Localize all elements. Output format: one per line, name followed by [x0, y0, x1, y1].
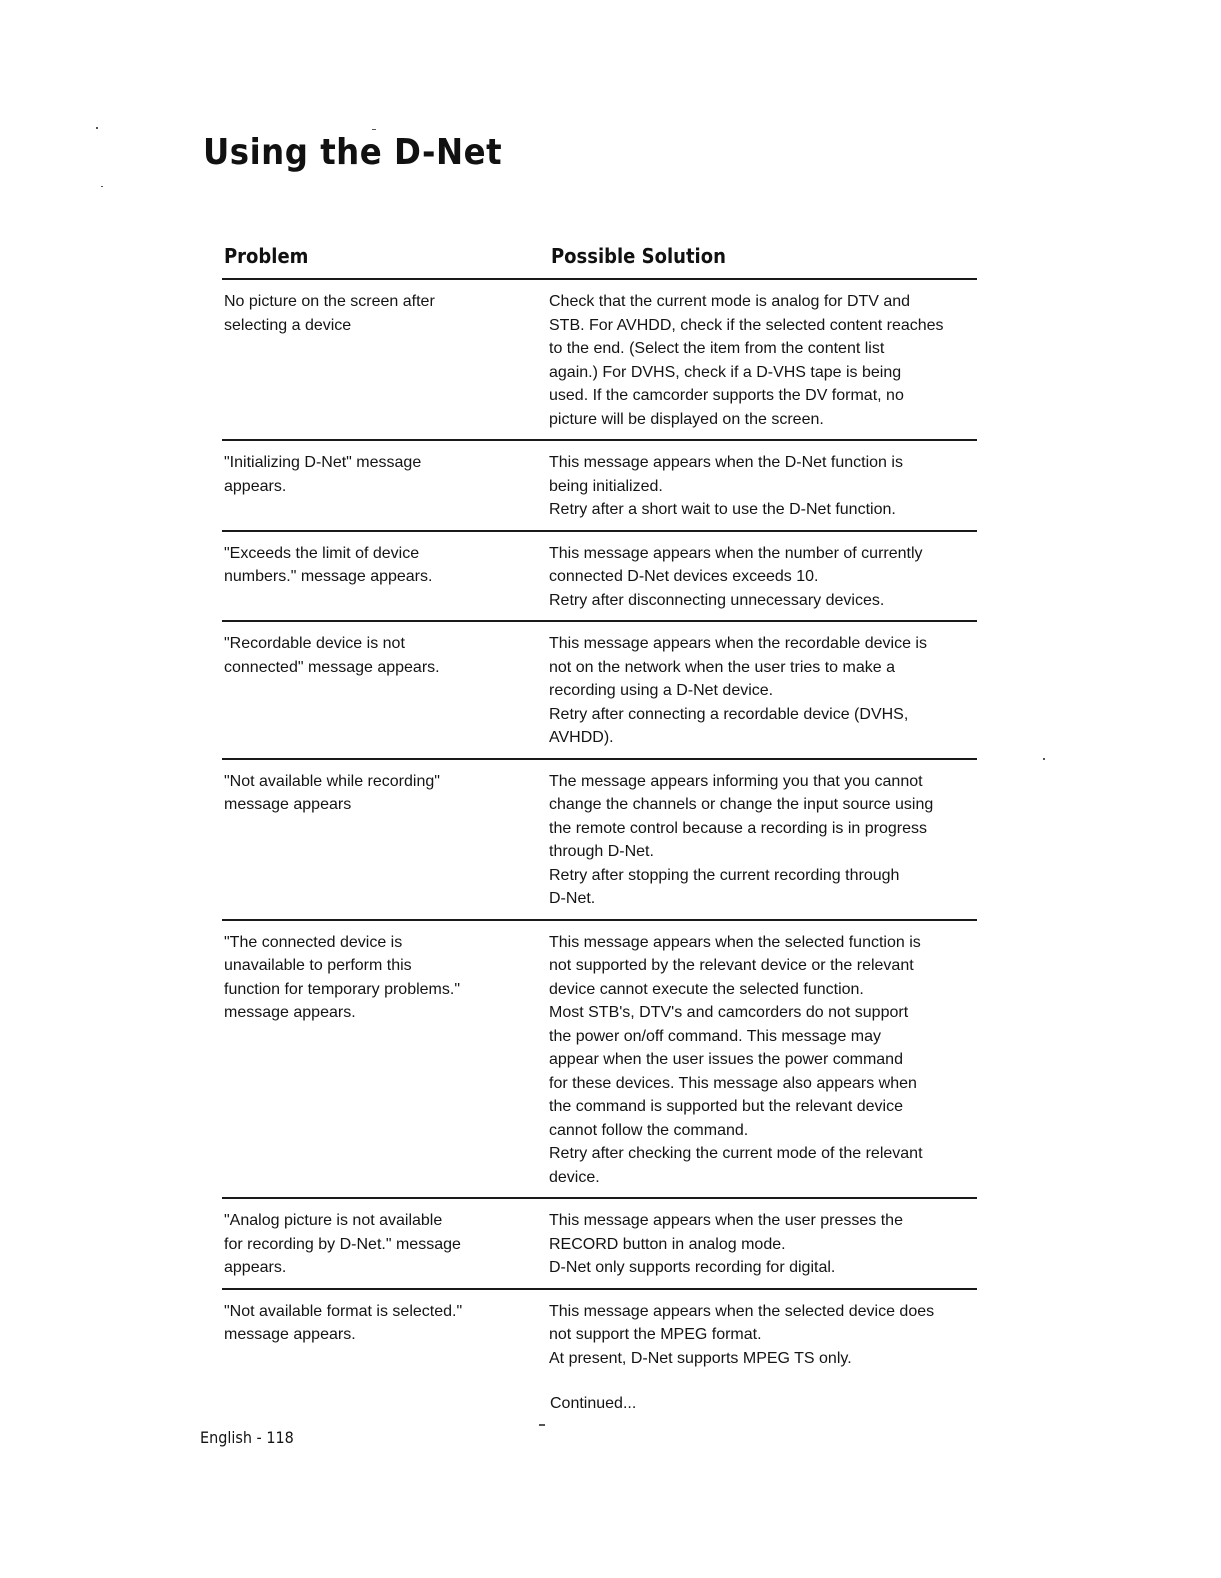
- problem-line: "Initializing D-Net" message: [224, 454, 422, 471]
- table-row: [222, 278, 977, 439]
- solution-cell: [549, 770, 977, 911]
- problem-cell: [222, 770, 549, 911]
- continued-note: Continued...: [550, 1395, 637, 1412]
- solution-line: D-Net only supports recording for digital.: [549, 1259, 836, 1276]
- problem-line: "The connected device is: [224, 933, 403, 951]
- problem-line: connected" message appears.: [224, 658, 440, 676]
- table-row: [222, 758, 977, 919]
- solution-line: D-Net.: [549, 890, 596, 907]
- column-header-problem: Problem: [224, 244, 309, 268]
- solution-cell: [549, 632, 977, 750]
- problem-line: function for temporary problems.": [224, 980, 460, 998]
- scan-speck: [539, 1424, 545, 1426]
- problem-line: "Exceeds the limit of device: [224, 544, 420, 562]
- solution-line: The message appears informing you that you cannot: [549, 772, 923, 790]
- solution-line: Retry after a short wait to use the D-Net function.: [549, 501, 896, 518]
- solution-line: Retry after stopping the current recording through: [549, 866, 900, 884]
- solution-line: This message appears when the D-Net function is: [549, 454, 903, 471]
- solution-line: again.) For DVHS, check if a D-VHS tape is being: [549, 363, 902, 381]
- problem-line: No picture on the screen after: [224, 293, 435, 310]
- solution-line: the power on/off command. This message may: [549, 1027, 882, 1045]
- problem-line: "Recordable device is not: [224, 635, 405, 652]
- solution-line: At present, D-Net supports MPEG TS only.: [549, 1349, 852, 1367]
- column-header-solution: Possible Solution: [551, 244, 726, 268]
- solution-line: This message appears when the selected device does: [549, 1302, 935, 1320]
- problem-cell: [222, 542, 549, 613]
- problem-line: numbers." message appears.: [224, 568, 433, 585]
- solution-line: the remote control because a recording is in progress: [549, 819, 927, 837]
- scan-speck: [1043, 758, 1045, 760]
- solution-cell: [549, 451, 977, 522]
- solution-line: connected D-Net devices exceeds 10.: [549, 568, 819, 585]
- table-row: [222, 1288, 977, 1379]
- solution-line: AVHDD).: [549, 729, 614, 746]
- problem-line: appears.: [224, 477, 287, 495]
- problem-line: for recording by D-Net." message: [224, 1235, 461, 1253]
- solution-line: Retry after connecting a recordable device (DVHS,: [549, 705, 909, 723]
- problem-line: appears.: [224, 1259, 287, 1276]
- solution-cell: [549, 931, 977, 1190]
- solution-cell: [549, 1209, 977, 1280]
- page-footer: English - 118: [200, 1428, 294, 1447]
- solution-line: This message appears when the number of currently: [549, 544, 923, 562]
- solution-line: through D-Net.: [549, 843, 654, 860]
- solution-line: This message appears when the user presses the: [549, 1212, 903, 1229]
- table-row: [222, 1197, 977, 1288]
- solution-line: Most STB's, DTV's and camcorders do not support: [549, 1004, 909, 1021]
- problem-cell: [222, 1209, 549, 1280]
- solution-line: not support the MPEG format.: [549, 1326, 762, 1343]
- problem-line: "Not available format is selected.": [224, 1302, 463, 1320]
- solution-line: not supported by the relevant device or the relevant: [549, 957, 914, 974]
- solution-line: device.: [549, 1168, 600, 1186]
- solution-line: recording using a D-Net device.: [549, 682, 774, 699]
- solution-cell: [549, 1300, 977, 1371]
- problem-line: message appears.: [224, 1004, 356, 1021]
- table-row: [222, 439, 977, 530]
- problem-cell: [222, 632, 549, 750]
- solution-line: for these devices. This message also appears when: [549, 1074, 917, 1092]
- solution-line: the command is supported but the relevant device: [549, 1098, 903, 1115]
- problem-cell: [222, 1300, 549, 1371]
- solution-line: Retry after disconnecting unnecessary devices.: [549, 591, 885, 609]
- table-row: [222, 620, 977, 758]
- solution-cell: [549, 542, 977, 613]
- problem-cell: [222, 290, 549, 431]
- solution-line: appear when the user issues the power command: [549, 1051, 903, 1068]
- table-row: [222, 530, 977, 621]
- solution-line: RECORD button in analog mode.: [549, 1235, 786, 1253]
- solution-line: to the end. (Select the item from the content list: [549, 340, 885, 357]
- solution-line: not on the network when the user tries to make a: [549, 658, 895, 676]
- solution-line: change the channels or change the input source using: [549, 796, 934, 813]
- problem-line: message appears: [224, 796, 352, 813]
- problem-line: unavailable to perform this: [224, 957, 412, 974]
- problem-cell: [222, 451, 549, 522]
- problem-line: "Not available while recording": [224, 772, 440, 790]
- solution-line: Check that the current mode is analog for DTV and: [549, 293, 911, 310]
- problem-line: "Analog picture is not available: [224, 1212, 443, 1229]
- scan-speck: [96, 127, 98, 129]
- solution-line: Retry after checking the current mode of the relevant: [549, 1145, 923, 1162]
- solution-line: cannot follow the command.: [549, 1121, 749, 1139]
- solution-line: being initialized.: [549, 477, 663, 495]
- problem-cell: [222, 931, 549, 1190]
- solution-cell: [549, 290, 977, 431]
- solution-line: This message appears when the recordable device is: [549, 635, 927, 652]
- solution-line: used. If the camcorder supports the DV format, no: [549, 387, 904, 404]
- problem-line: message appears.: [224, 1326, 356, 1343]
- solution-line: device cannot execute the selected function.: [549, 980, 864, 998]
- scan-speck: [372, 129, 376, 130]
- problem-line: selecting a device: [224, 316, 352, 334]
- solution-line: This message appears when the selected function is: [549, 933, 921, 951]
- troubleshooting-table: [222, 278, 977, 1378]
- page-title: Using the D-Net: [203, 132, 503, 173]
- solution-line: STB. For AVHDD, check if the selected content reaches: [549, 316, 944, 334]
- solution-line: picture will be displayed on the screen.: [549, 410, 824, 428]
- scan-speck: [101, 186, 103, 187]
- table-row: [222, 919, 977, 1198]
